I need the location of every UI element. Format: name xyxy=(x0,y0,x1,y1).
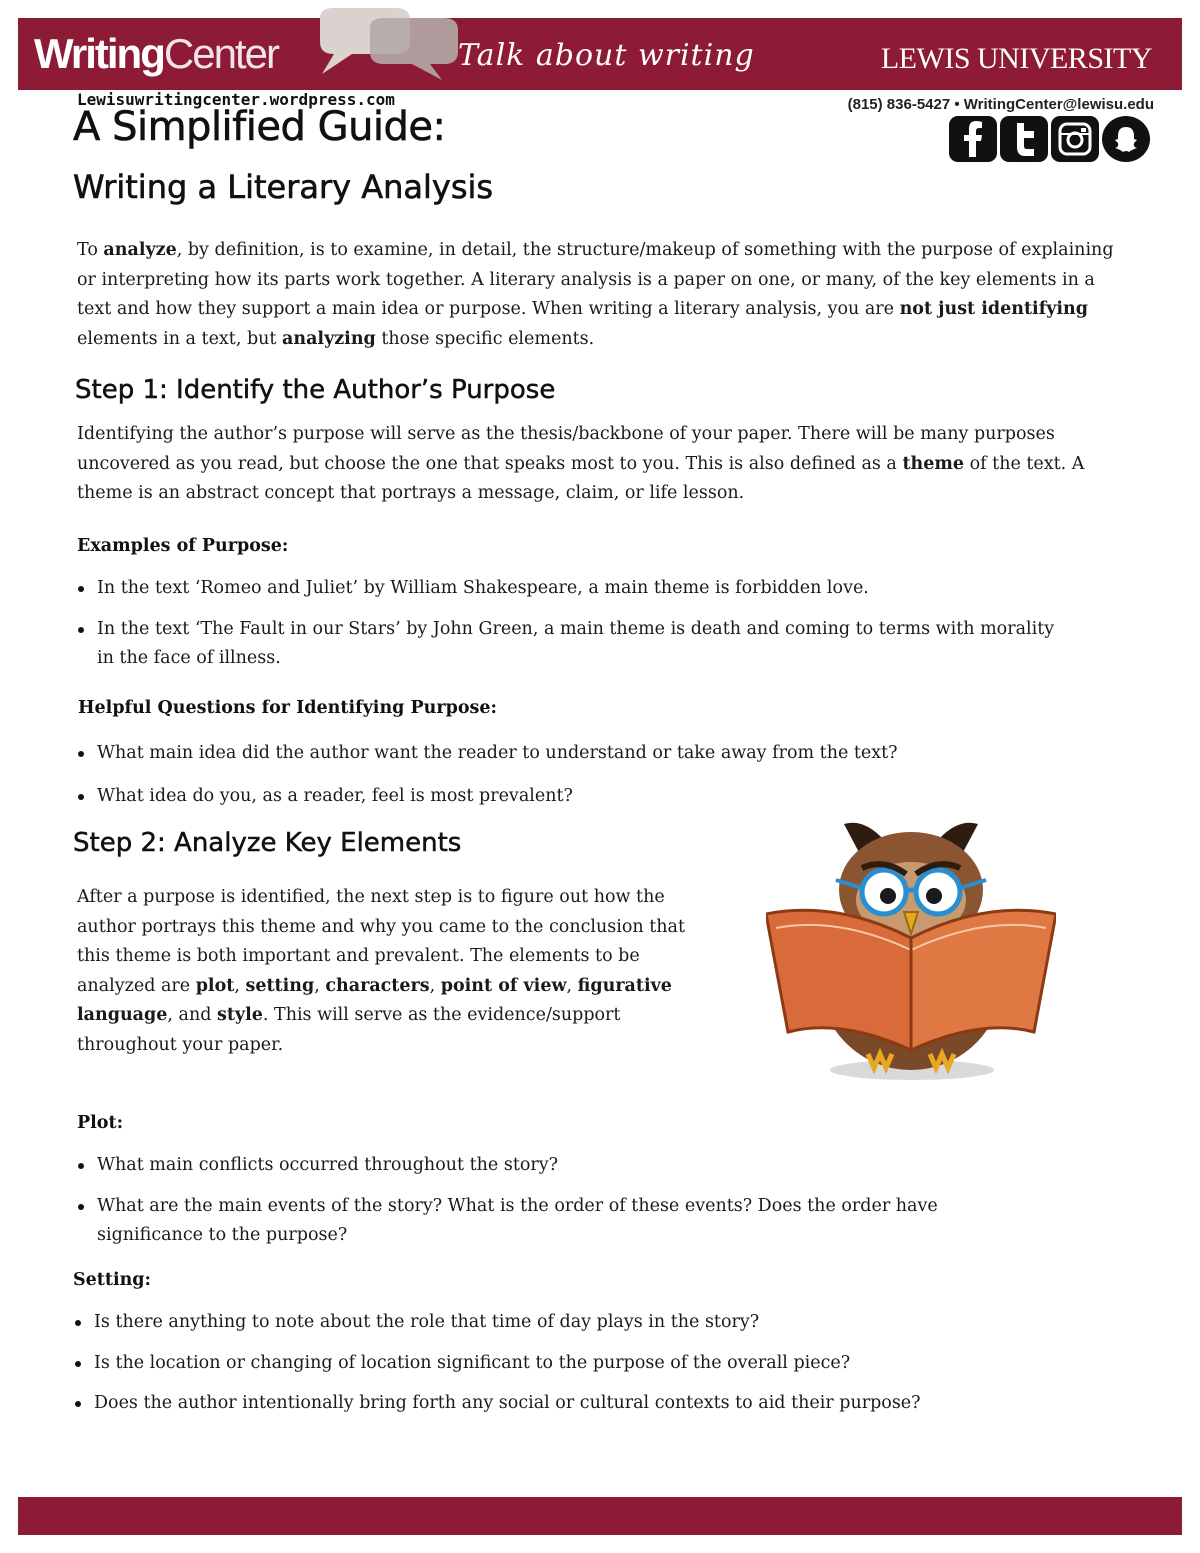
page-subtitle: Writing a Literary Analysis xyxy=(73,168,494,206)
step2-text: , xyxy=(429,975,441,996)
step2-bold-figurative-language: figurative language xyxy=(77,975,672,1025)
list-item: What are the main events of the story? What is the order of these events? Does the order have significance to the purpose? xyxy=(75,1192,1015,1251)
contact-info: (815) 836-5427 • WritingCenter@lewisu.edu xyxy=(847,96,1154,113)
setting-list xyxy=(72,1308,1072,1419)
step2-heading: Step 2: Analyze Key Elements xyxy=(73,828,462,858)
owl-reading-book-icon xyxy=(766,818,1056,1083)
speech-bubbles-icon xyxy=(300,8,460,88)
website-link[interactable]: Lewisuwritingcenter.wordpress.com xyxy=(77,90,395,109)
list-item: What idea do you, as a reader, feel is most prevalent? xyxy=(75,782,1075,812)
step2-bold-point-of-view: point of view xyxy=(440,975,567,996)
step1-bold-theme: theme xyxy=(902,453,965,474)
intro-text: elements in a text, but xyxy=(77,328,283,349)
list-item: Does the author intentionally bring forth any social or cultural contexts to aid their purpose? xyxy=(72,1389,1072,1419)
logo-light-text: Center xyxy=(163,30,278,77)
plot-heading: Plot: xyxy=(77,1113,124,1133)
list-item: Is the location or changing of location significant to the purpose of the overall piece? xyxy=(72,1349,1072,1379)
intro-bold-analyzing: analyzing xyxy=(282,328,376,349)
setting-heading: Setting: xyxy=(73,1270,152,1290)
intro-text: those specific elements. xyxy=(375,328,595,349)
writing-center-logo xyxy=(34,28,278,80)
list-item: Is there anything to note about the role that time of day plays in the story? xyxy=(72,1308,1072,1338)
list-item: What main conflicts occurred throughout the story? xyxy=(75,1151,1015,1181)
plot-list xyxy=(75,1151,1015,1251)
social-icons xyxy=(949,116,1150,162)
list-item: What main idea did the author want the reader to understand or take away from the text? xyxy=(75,739,1075,769)
questions-heading: Helpful Questions for Identifying Purpose: xyxy=(78,698,497,718)
university-name: LEWIS UNIVERSITY xyxy=(880,42,1152,75)
examples-heading: Examples of Purpose: xyxy=(77,536,289,556)
questions-list xyxy=(75,739,1075,811)
instagram-icon[interactable] xyxy=(1051,116,1099,162)
intro-paragraph xyxy=(77,236,1127,354)
page-title: A Simplified Guide: xyxy=(73,104,446,150)
step2-bold-setting: setting xyxy=(245,975,315,996)
step2-paragraph xyxy=(77,883,707,1060)
snapchat-icon[interactable] xyxy=(1102,116,1150,162)
examples-list xyxy=(75,574,1075,674)
twitter-icon[interactable] xyxy=(1000,116,1048,162)
step2-text: . This will serve as the evidence/support throughout your paper. xyxy=(77,1005,621,1055)
step2-bold-characters: characters xyxy=(325,975,430,996)
step2-text: , and xyxy=(167,1005,217,1025)
step2-text: , xyxy=(234,975,246,996)
footer-banner xyxy=(18,1497,1182,1535)
intro-bold-not-identifying: not just identifying xyxy=(899,299,1089,319)
list-item: In the text ‘The Fault in our Stars’ by John Green, a main theme is death and coming to terms with morality in the face of illness. xyxy=(75,615,1075,674)
step1-text: of the text. A theme is an abstract concept that portrays a message, claim, or life lesson. xyxy=(77,453,1085,503)
logo-bold-text: Writing xyxy=(34,30,164,77)
step1-heading: Step 1: Identify the Author’s Purpose xyxy=(75,375,556,405)
list-item: In the text ‘Romeo and Juliet’ by William Shakespeare, a main theme is forbidden love. xyxy=(75,574,1075,604)
step2-text: , xyxy=(566,975,578,996)
intro-text: To xyxy=(77,240,104,260)
step1-text: Identifying the author’s purpose will serve as the thesis/backbone of your paper. There will be many purposes uncovered as you read, but choose the one that speaks most to you. This is also defined as a xyxy=(77,424,1055,474)
intro-bold-analyze: analyze xyxy=(103,240,177,260)
intro-text: , by definition, is to examine, in detail, the structure/makeup of something with the purpose of explaining or interpreting how its parts work together. A literary analysis is a paper on one, or many, of the key elements in a text and how they support a main idea or purpose. When writing a literary analysis, you are xyxy=(77,240,1114,319)
tagline: Talk about writing xyxy=(458,38,755,73)
step2-text: , xyxy=(314,975,326,996)
header-banner xyxy=(18,18,1182,90)
step2-bold-plot: plot xyxy=(195,975,235,996)
step2-text: After a purpose is identified, the next step is to figure out how the author portrays this theme and why you came to the conclusion that this theme is both important and prevalent. The elements to be analyzed are xyxy=(77,887,685,996)
step1-paragraph xyxy=(77,420,1137,509)
step2-bold-style: style xyxy=(217,1005,263,1025)
facebook-icon[interactable] xyxy=(949,116,997,162)
